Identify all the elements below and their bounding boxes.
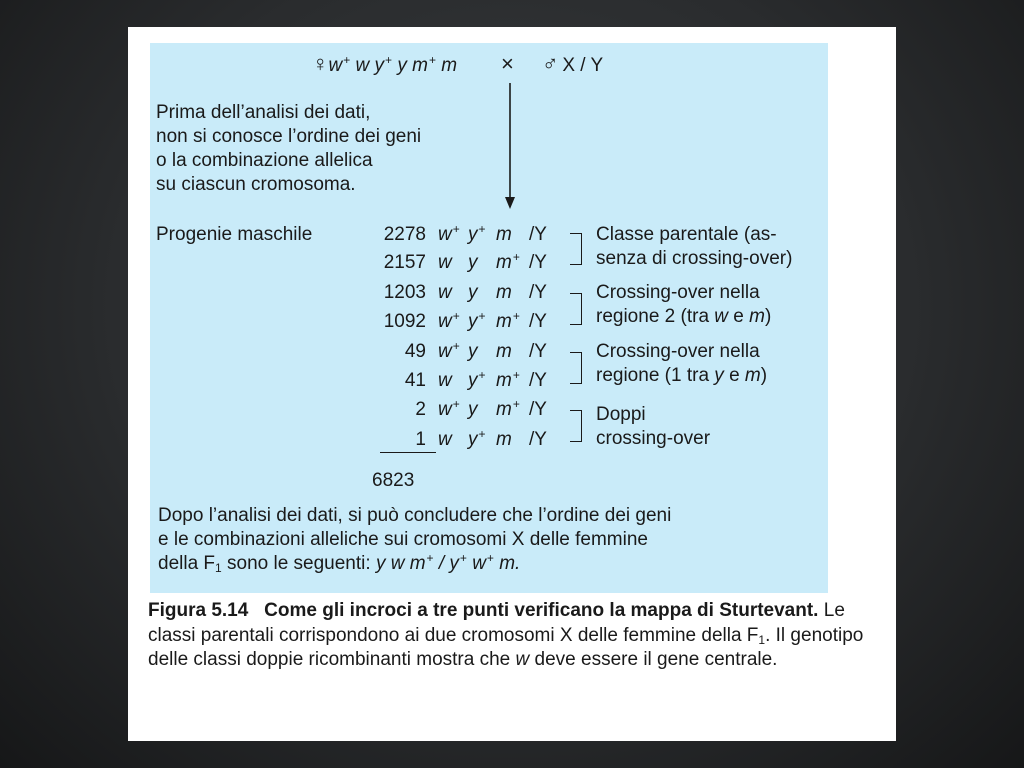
class-region1: Crossing-over nella regione (1 tra y e m) [596, 341, 768, 386]
allele-w: w [438, 370, 452, 391]
progeny-row [362, 310, 547, 334]
allele-m: m+ [496, 368, 520, 391]
allele-w: w [438, 282, 452, 303]
progeny-row [362, 281, 547, 305]
figure-caption: Figura 5.14 Come gli incroci a tre punti verificano la mappa di Sturtevant. Le classi parentali corrispondono ai due cromosomi X delle femmine della $F_1$. Il genotipo delle classi doppie ricombinanti mostra che w deve essere il gene centrale. [148, 600, 864, 670]
allele-y: y [468, 341, 478, 362]
allele-y: y+ [468, 368, 486, 391]
bracket-parental [570, 233, 582, 265]
row-count: 2278 [383, 224, 426, 245]
chromosome-y: /Y [529, 311, 547, 332]
allele-w: w+ [438, 339, 460, 362]
allele-w: w [438, 252, 452, 273]
chromosome-y: /Y [529, 370, 547, 391]
allele-m: m+ [496, 309, 520, 332]
row-count: 1 [415, 429, 426, 450]
chromosome-y: /Y [529, 341, 547, 362]
after-analysis-text: Dopo l’analisi dei dati, si può concludere che l’ordine dei geni e le combinazioni alleliche sui cromosomi X delle femmine della $F_1$ sono le seguenti: y w m+ / y+ w+ m. [158, 505, 672, 575]
before-analysis-text: Prima dell’analisi dei dati, non si conosce l’ordine dei geni o la combinazione allelica su ciascun cromosoma. [156, 102, 422, 195]
allele-y: y+ [468, 222, 486, 245]
progeny-row [362, 369, 547, 393]
progeny-row [362, 251, 547, 275]
row-count: 2 [415, 399, 426, 420]
allele-w: w [438, 429, 452, 450]
cross-male: ♂ X / Y [542, 51, 604, 76]
progeny-row [362, 340, 547, 364]
allele-m: m+ [496, 250, 520, 273]
female-symbol: ♀ [312, 51, 329, 76]
chromosome-y: /Y [529, 399, 547, 420]
allele-m: m [496, 341, 512, 362]
chromosome-y: /Y [529, 429, 547, 450]
allele-y: y [468, 399, 478, 420]
row-count: 2157 [383, 252, 426, 273]
allele-w: w+ [438, 222, 460, 245]
bracket-region2 [570, 293, 582, 325]
class-region2: Crossing-over nella regione 2 (tra w e m) [596, 282, 772, 327]
sum-line [380, 452, 436, 453]
row-count: 49 [404, 341, 426, 362]
bracket-double [570, 410, 582, 442]
allele-y: y+ [468, 309, 486, 332]
chromosome-y: /Y [529, 224, 547, 245]
male-symbol: ♂ [542, 51, 559, 76]
allele-m: m [496, 429, 512, 450]
allele-m: m [496, 224, 512, 245]
figure-title: Come gli incroci a tre punti verificano la mappa di Sturtevant. [264, 600, 819, 621]
bracket-region1 [570, 352, 582, 384]
progeny-row [362, 223, 547, 247]
cross-female: ♀w+ w y+ y m+ m [312, 51, 458, 76]
cross-symbol: × [501, 51, 514, 76]
progeny-label: Progenie maschile [156, 224, 313, 245]
allele-w: w+ [438, 309, 460, 332]
allele-w: w+ [438, 397, 460, 420]
figure-panel [150, 43, 828, 593]
chromosome-y: /Y [529, 282, 547, 303]
progeny-row [362, 428, 547, 452]
chromosome-y: /Y [529, 252, 547, 273]
class-parental: Classe parentale (as- senza di crossing-over) [596, 224, 793, 269]
allele-y: y+ [468, 427, 486, 450]
allele-m: m+ [496, 397, 520, 420]
progeny-row [362, 398, 547, 422]
row-count: 1203 [383, 282, 426, 303]
row-count: 1092 [383, 311, 426, 332]
figure-label: Figura 5.14 [148, 600, 249, 621]
row-count: 41 [404, 370, 426, 391]
allele-m: m [496, 282, 512, 303]
down-arrow-icon [502, 83, 518, 211]
allele-y: y [468, 252, 478, 273]
class-double: Doppi crossing-over [596, 404, 711, 449]
slide [128, 27, 896, 741]
allele-y: y [468, 282, 478, 303]
total-count: 6823 [372, 470, 415, 491]
